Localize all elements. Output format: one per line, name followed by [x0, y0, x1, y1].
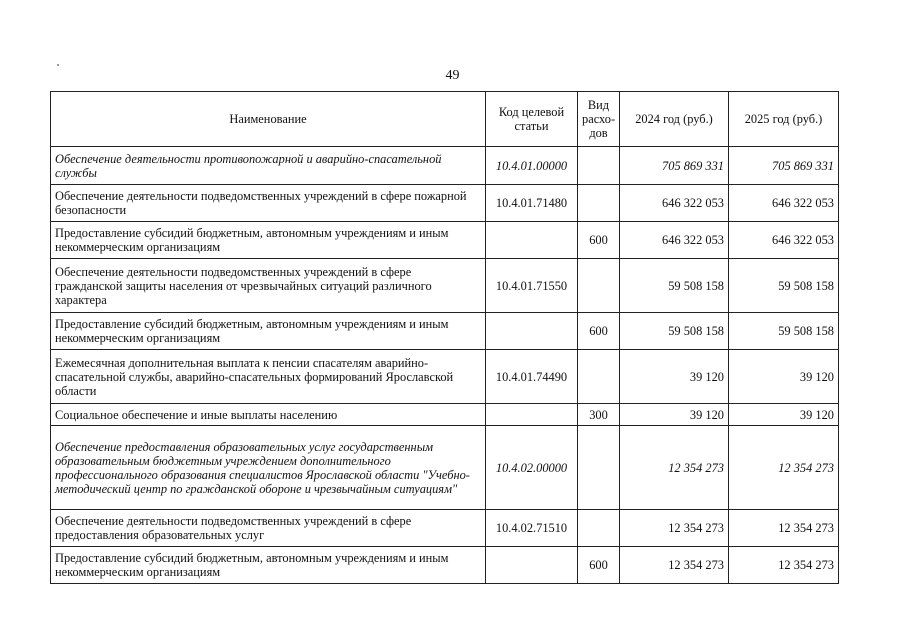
- cell-2024: 39 120: [620, 350, 729, 404]
- cell-name: Обеспечение предоставления образовательных услуг государственным образовательным бюджетным учреждением дополнительного профессионального образования специалистов Ярославской области "Учебно-методический центр по гражданской обороне и чрезвычайным ситуациям": [51, 426, 486, 510]
- cell-code: 10.4.02.71510: [486, 510, 578, 547]
- cell-name: Обеспечение деятельности подведомственных учреждений в сфере пожарной безопасности: [51, 185, 486, 222]
- cell-code: 10.4.02.00000: [486, 426, 578, 510]
- cell-2025: 39 120: [729, 404, 839, 426]
- cell-kind: 600: [578, 222, 620, 259]
- cell-name: Предоставление субсидий бюджетным, автономным учреждениям и иным некоммерческим организациям: [51, 547, 486, 584]
- cell-kind: [578, 185, 620, 222]
- page-number: 49: [445, 68, 460, 83]
- table-row: [51, 404, 839, 426]
- cell-kind: 600: [578, 547, 620, 584]
- table-row: [51, 185, 839, 222]
- cell-2025: 59 508 158: [729, 313, 839, 350]
- cell-kind: [578, 426, 620, 510]
- table-row: [51, 313, 839, 350]
- cell-2025: 646 322 053: [729, 185, 839, 222]
- cell-2024: 59 508 158: [620, 259, 729, 313]
- table-row: [51, 222, 839, 259]
- cell-kind: 600: [578, 313, 620, 350]
- cell-2025: 39 120: [729, 350, 839, 404]
- header-name: Наименование: [51, 92, 486, 147]
- cell-name: Социальное обеспечение и иные выплаты населению: [51, 404, 486, 426]
- cell-code: [486, 404, 578, 426]
- cell-name: Обеспечение деятельности подведомственных учреждений в сфере гражданской защиты населения от чрезвычайных ситуаций различного характера: [51, 259, 486, 313]
- cell-kind: [578, 259, 620, 313]
- cell-2024: 705 869 331: [620, 147, 729, 185]
- cell-code: 10.4.01.71550: [486, 259, 578, 313]
- header-2024: 2024 год (руб.): [620, 92, 729, 147]
- table-row: [51, 147, 839, 185]
- header-code: Код целевой статьи: [486, 92, 578, 147]
- cell-2024: 646 322 053: [620, 222, 729, 259]
- cell-2025: 59 508 158: [729, 259, 839, 313]
- table-row: [51, 350, 839, 404]
- cell-name: Ежемесячная дополнительная выплата к пенсии спасателям аварийно-спасательной службы, аварийно-спасательных формирований Ярославской области: [51, 350, 486, 404]
- budget-table: [50, 91, 839, 584]
- scan-speck: [57, 64, 59, 66]
- cell-name: Обеспечение деятельности подведомственных учреждений в сфере предоставления образовательных услуг: [51, 510, 486, 547]
- cell-2025: 12 354 273: [729, 426, 839, 510]
- cell-2024: 12 354 273: [620, 510, 729, 547]
- cell-kind: [578, 510, 620, 547]
- cell-2025: 705 869 331: [729, 147, 839, 185]
- cell-name: Предоставление субсидий бюджетным, автономным учреждениям и иным некоммерческим организациям: [51, 313, 486, 350]
- header-2025: 2025 год (руб.): [729, 92, 839, 147]
- table-row: [51, 259, 839, 313]
- cell-2025: 12 354 273: [729, 510, 839, 547]
- cell-kind: [578, 147, 620, 185]
- cell-code: 10.4.01.71480: [486, 185, 578, 222]
- cell-code: 10.4.01.00000: [486, 147, 578, 185]
- cell-name: Обеспечение деятельности противопожарной и аварийно-спасательной службы: [51, 147, 486, 185]
- cell-code: 10.4.01.74490: [486, 350, 578, 404]
- cell-2024: 12 354 273: [620, 426, 729, 510]
- cell-code: [486, 313, 578, 350]
- cell-2025: 12 354 273: [729, 547, 839, 584]
- table-row: [51, 510, 839, 547]
- cell-2025: 646 322 053: [729, 222, 839, 259]
- table-row: [51, 426, 839, 510]
- cell-2024: 12 354 273: [620, 547, 729, 584]
- cell-kind: [578, 350, 620, 404]
- cell-2024: 646 322 053: [620, 185, 729, 222]
- cell-name: Предоставление субсидий бюджетным, автономным учреждениям и иным некоммерческим организациям: [51, 222, 486, 259]
- cell-2024: 59 508 158: [620, 313, 729, 350]
- cell-code: [486, 547, 578, 584]
- table-row: [51, 547, 839, 584]
- header-kind: Вид расхо-дов: [578, 92, 620, 147]
- cell-2024: 39 120: [620, 404, 729, 426]
- cell-code: [486, 222, 578, 259]
- table-header-row: [51, 92, 839, 147]
- cell-kind: 300: [578, 404, 620, 426]
